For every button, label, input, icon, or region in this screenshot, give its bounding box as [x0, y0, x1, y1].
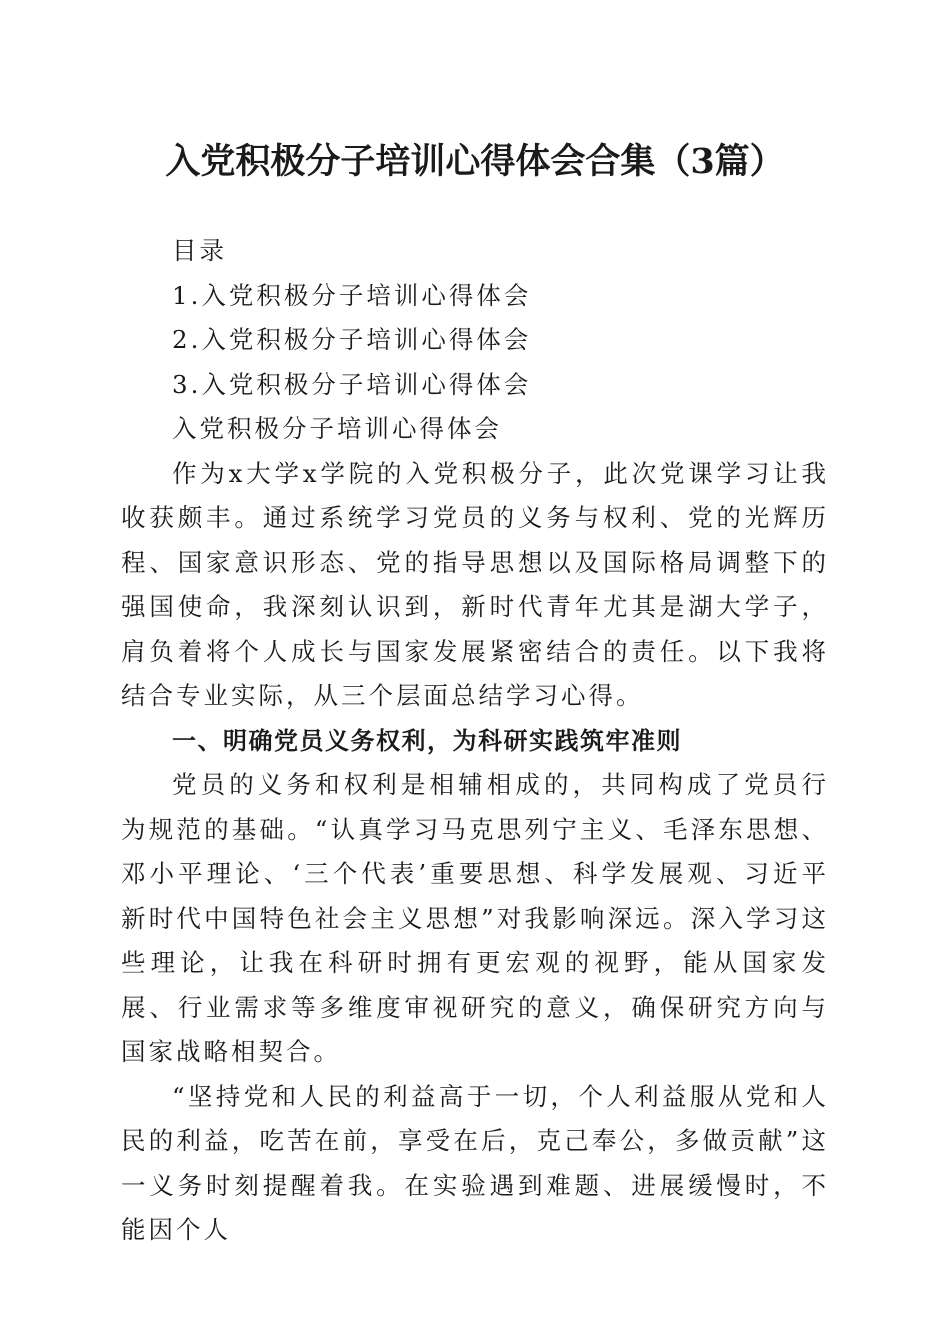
document-body	[121, 229, 829, 1253]
article-title: 入党积极分子培训心得体会	[172, 414, 502, 443]
document-title: 入党积极分子培训心得体会合集（3篇）	[165, 141, 785, 182]
section-paragraph: 党员的义务和权利是相辅相成的，共同构成了党员行为规范的基础。“认真学习马克思列宁主义、毛泽东思想、邓小平理论、‘三个代表’重要思想、科学发展观、习近平新时代中国特色社会主义思想”对我影响深远。深入学习这些理论，让我在科研时拥有更宏观的视野，能从国家发展、行业需求等多维度审视研究的意义，确保研究方向与国家战略相契合。	[121, 770, 829, 1066]
toc-item: 1.入党积极分子培训心得体会	[172, 280, 532, 310]
toc-item: 3.入党积极分子培训心得体会	[172, 369, 532, 399]
intro-paragraph: 作为x大学x学院的入党积极分子，此次党课学习让我收获颇丰。通过系统学习党员的义务与权利、党的光辉历程、国家意识形态、党的指导思想以及国际格局调整下的强国使命，我深刻认识到，新时代青年尤其是湖大学子，肩负着将个人成长与国家发展紧密结合的责任。以下我将结合专业实际，从三个层面总结学习心得。	[121, 458, 829, 710]
toc-item: 2.入党积极分子培训心得体会	[172, 325, 532, 354]
section-paragraph: “坚持党和人民的利益高于一切，个人利益服从党和人民的利益，吃苦在前，享受在后，克己奉公，多做贡献”这一义务时刻提醒着我。在实验遇到难题、进展缓慢时，不能因个人	[121, 1081, 829, 1244]
toc-heading: 目录	[172, 236, 227, 265]
section-heading: 一、明确党员义务权利，为科研实践筑牢准则	[172, 726, 682, 755]
